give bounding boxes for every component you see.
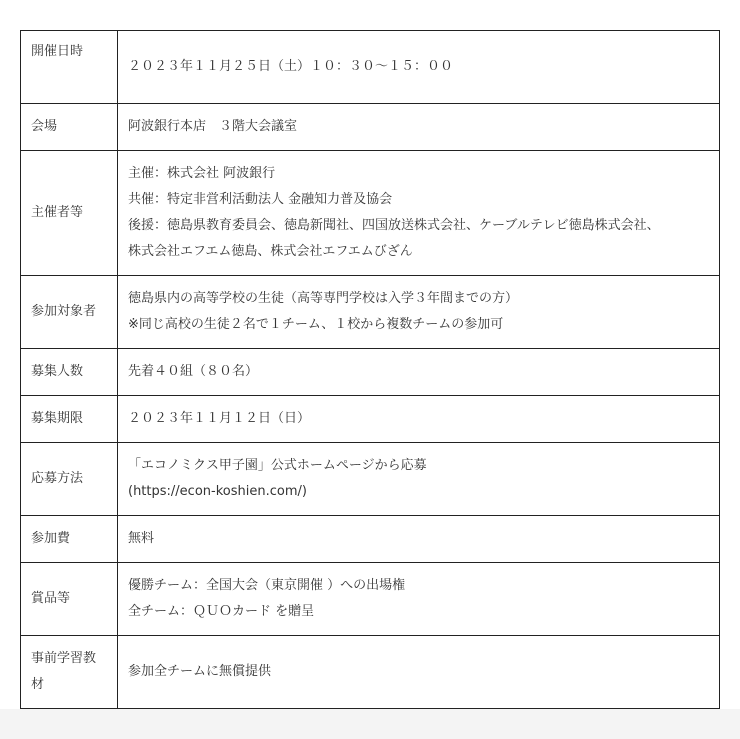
row-label <box>21 31 118 104</box>
row-value <box>118 396 720 443</box>
table-row <box>21 31 720 104</box>
materials-value: 参加全チームに無償提供 <box>128 664 272 679</box>
row-value <box>118 151 720 276</box>
organizer-line: 主催：株式会社 阿波銀行 <box>128 166 276 181</box>
deadline-value: ２０２３年１１月１２日（日） <box>128 411 311 426</box>
row-label-text: 賞品等 <box>31 591 71 606</box>
table-row <box>21 349 720 396</box>
table-row <box>21 396 720 443</box>
row-label <box>21 516 118 563</box>
row-value <box>118 276 720 349</box>
table-row <box>21 443 720 516</box>
row-value <box>118 349 720 396</box>
row-label-text: 募集期限 <box>31 411 84 426</box>
row-value <box>118 516 720 563</box>
row-value <box>118 563 720 636</box>
row-value <box>118 104 720 151</box>
row-label <box>21 276 118 349</box>
row-value <box>118 636 720 709</box>
table-row <box>21 276 720 349</box>
table-row <box>21 563 720 636</box>
row-label <box>21 563 118 636</box>
datetime-value: ２０２３年１１月２５日（土）１０：３０〜１５：００ <box>128 59 454 74</box>
venue-value: 阿波銀行本店 ３階大会議室 <box>128 119 298 134</box>
row-label-text: 主催者等 <box>31 205 84 220</box>
application-method-line: 「エコノミクス甲子園」公式ホームページから応募 <box>128 458 427 473</box>
row-label <box>21 104 118 151</box>
row-label-text: 会場 <box>31 119 58 134</box>
co-organizer-line: 共催：特定非営利活動法人 金融知力普及協会 <box>128 192 393 207</box>
row-label <box>21 349 118 396</box>
row-label <box>21 443 118 516</box>
prize-all-line: 全チーム：ＱＵＯカード を贈呈 <box>128 604 315 619</box>
table-row <box>21 636 720 709</box>
sponsor-line: 後援：徳島県教育委員会、徳島新聞社、四国放送株式会社、ケーブルテレビ徳島株式会社、 <box>128 218 660 233</box>
row-label-text: 参加対象者 <box>31 304 97 319</box>
row-value <box>118 443 720 516</box>
row-value <box>118 31 720 104</box>
row-label <box>21 396 118 443</box>
target-line: 徳島県内の高等学校の生徒（高等専門学校は入学３年間までの方） <box>128 291 519 306</box>
table-row <box>21 104 720 151</box>
fee-value: 無料 <box>128 531 155 546</box>
row-label <box>21 636 118 709</box>
target-note-line: ※同じ高校の生徒２名で１チーム、１校から複数チームの参加可 <box>128 317 504 332</box>
sponsor-line-cont: 株式会社エフエム徳島、株式会社エフエムびざん <box>128 244 413 259</box>
application-url: (https://econ-koshien.com/) <box>128 484 307 499</box>
row-label-text: 参加費 <box>31 531 71 546</box>
table-row <box>21 516 720 563</box>
table-row <box>21 151 720 276</box>
capacity-value: 先着４０組（８０名） <box>128 364 259 379</box>
bottom-margin <box>0 709 740 739</box>
row-label-text: 開催日時 <box>31 44 84 59</box>
row-label <box>21 151 118 276</box>
row-label-text: 事前学習教材 <box>31 651 97 692</box>
event-info-table <box>20 30 720 709</box>
row-label-text: 応募方法 <box>31 471 84 486</box>
prize-winner-line: 優勝チーム：全国大会（東京開催 ）への出場権 <box>128 578 406 593</box>
row-label-text: 募集人数 <box>31 364 84 379</box>
